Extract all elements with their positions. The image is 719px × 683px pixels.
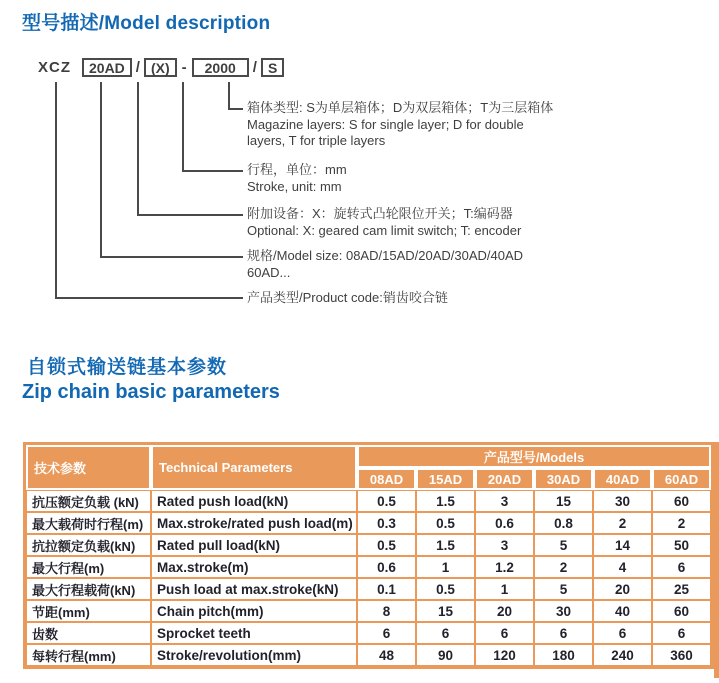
header-model-15ad: 15AD bbox=[416, 468, 475, 490]
cell-value: 15 bbox=[416, 600, 475, 622]
row-label-cn: 每转行程(mm) bbox=[26, 644, 151, 666]
cell-value: 6 bbox=[652, 556, 711, 578]
cell-value: 3 bbox=[475, 490, 534, 512]
cell-value: 30 bbox=[534, 600, 593, 622]
callout-line: Magazine layers: S for single layer; D for double bbox=[247, 116, 524, 132]
model-code-separator: / bbox=[252, 59, 257, 76]
cell-value: 240 bbox=[593, 644, 652, 666]
callout-model-size bbox=[247, 248, 523, 281]
cell-value: 1.5 bbox=[416, 534, 475, 556]
table-row bbox=[26, 556, 711, 578]
cell-value: 0.5 bbox=[416, 512, 475, 534]
cell-value: 2 bbox=[534, 556, 593, 578]
model-code-prefix: XCZ bbox=[38, 59, 71, 76]
cell-value: 30 bbox=[593, 490, 652, 512]
leader-line-stroke-h bbox=[182, 170, 243, 172]
table-row bbox=[26, 644, 711, 666]
leader-line-layers-h bbox=[228, 108, 243, 110]
row-label-en: Push load at max.stroke(kN) bbox=[151, 578, 357, 600]
header-model-60ad: 60AD bbox=[652, 468, 711, 490]
row-label-en: Max.stroke/rated push load(m) bbox=[151, 512, 357, 534]
callout-line: Stroke, unit: mm bbox=[247, 178, 342, 194]
model-code-separator: / bbox=[135, 59, 140, 76]
row-label-en: Max.stroke(m) bbox=[151, 556, 357, 578]
cell-value: 1.5 bbox=[416, 490, 475, 512]
table-row bbox=[26, 578, 711, 600]
cell-value: 6 bbox=[475, 622, 534, 644]
cell-value: 120 bbox=[475, 644, 534, 666]
cell-value: 6 bbox=[593, 622, 652, 644]
parameters-table bbox=[23, 442, 714, 669]
cell-value: 2 bbox=[652, 512, 711, 534]
leader-line-product-code bbox=[55, 82, 57, 298]
cell-value: 60 bbox=[652, 600, 711, 622]
header-param-en: Technical Parameters bbox=[151, 445, 357, 490]
callout-product-code bbox=[247, 290, 448, 307]
cell-value: 1.2 bbox=[475, 556, 534, 578]
row-label-cn: 抗拉额定负载(kN) bbox=[26, 534, 151, 556]
row-label-en: Rated push load(kN) bbox=[151, 490, 357, 512]
cell-value: 6 bbox=[357, 622, 416, 644]
model-code-separator: - bbox=[181, 59, 187, 76]
model-description-title: 型号描述/Model description bbox=[22, 13, 271, 34]
callout-optional-devices bbox=[247, 206, 521, 239]
callout-line: 规格/Model size: 08AD/15AD/20AD/30AD/40AD bbox=[247, 248, 524, 263]
cell-value: 0.3 bbox=[357, 512, 416, 534]
cell-value: 1 bbox=[475, 578, 534, 600]
cell-value: 15 bbox=[534, 490, 593, 512]
zip-chain-title-en: Zip chain basic parameters bbox=[22, 381, 280, 403]
row-label-cn: 最大载荷时行程(m) bbox=[26, 512, 151, 534]
row-label-en: Stroke/revolution(mm) bbox=[151, 644, 357, 666]
cell-value: 4 bbox=[593, 556, 652, 578]
cell-value: 0.5 bbox=[357, 534, 416, 556]
callout-line: 60AD... bbox=[247, 264, 291, 280]
cell-value: 0.1 bbox=[357, 578, 416, 600]
cell-value: 0.6 bbox=[475, 512, 534, 534]
cell-value: 48 bbox=[357, 644, 416, 666]
header-model-40ad: 40AD bbox=[593, 468, 652, 490]
callout-line: 箱体类型: S为单层箱体；D为双层箱体；T为三层箱体 bbox=[247, 100, 554, 115]
leader-line-layers bbox=[228, 82, 230, 108]
row-label-cn: 节距(mm) bbox=[26, 600, 151, 622]
header-model-30ad: 30AD bbox=[534, 468, 593, 490]
model-code-size-box: 20AD bbox=[82, 58, 132, 77]
row-label-en: Rated pull load(kN) bbox=[151, 534, 357, 556]
table-row bbox=[26, 600, 711, 622]
cell-value: 20 bbox=[475, 600, 534, 622]
table-row bbox=[26, 512, 711, 534]
cell-value: 14 bbox=[593, 534, 652, 556]
cell-value: 5 bbox=[534, 578, 593, 600]
row-label-cn: 齿数 bbox=[26, 622, 151, 644]
cell-value: 6 bbox=[534, 622, 593, 644]
table-row bbox=[26, 622, 711, 644]
cell-value: 5 bbox=[534, 534, 593, 556]
header-param-cn: 技术参数 bbox=[26, 445, 151, 490]
cell-value: 0.5 bbox=[416, 578, 475, 600]
cell-value: 6 bbox=[416, 622, 475, 644]
row-label-cn: 最大行程(m) bbox=[26, 556, 151, 578]
model-code-layer-box: S bbox=[261, 58, 284, 77]
leader-line-model-size bbox=[100, 82, 102, 256]
callout-line: layers, T for triple layers bbox=[247, 133, 386, 148]
cell-value: 0.5 bbox=[357, 490, 416, 512]
callout-line: 产品类型/Product code:销齿咬合链 bbox=[247, 290, 448, 305]
table-cropped-right-edge bbox=[714, 442, 719, 678]
cell-value: 1 bbox=[416, 556, 475, 578]
cell-value: 90 bbox=[416, 644, 475, 666]
cell-value: 0.6 bbox=[357, 556, 416, 578]
header-model-20ad: 20AD bbox=[475, 468, 534, 490]
cell-value: 180 bbox=[534, 644, 593, 666]
leader-line-product-code-h bbox=[55, 297, 243, 299]
row-label-cn: 最大行程载荷(kN) bbox=[26, 578, 151, 600]
callout-magazine-layers bbox=[247, 100, 553, 150]
zip-chain-title bbox=[22, 352, 280, 404]
cell-value: 2 bbox=[593, 512, 652, 534]
leader-line-optional bbox=[137, 82, 139, 214]
table-row bbox=[26, 490, 711, 512]
cell-value: 25 bbox=[652, 578, 711, 600]
leader-line-model-size-h bbox=[100, 256, 243, 258]
zip-chain-title-cn: 自锁式输送链基本参数 bbox=[27, 357, 228, 378]
callout-line: 行程，单位：mm bbox=[247, 162, 347, 177]
cell-value: 8 bbox=[357, 600, 416, 622]
cell-value: 40 bbox=[593, 600, 652, 622]
cell-value: 20 bbox=[593, 578, 652, 600]
header-model-08ad: 08AD bbox=[357, 468, 416, 490]
row-label-en: Chain pitch(mm) bbox=[151, 600, 357, 622]
cell-value: 0.8 bbox=[534, 512, 593, 534]
model-code-optional-box: (X) bbox=[144, 58, 177, 77]
callout-line: Optional: X: geared cam limit switch; T: encoder bbox=[247, 222, 522, 238]
leader-line-stroke bbox=[182, 82, 184, 170]
cell-value: 3 bbox=[475, 534, 534, 556]
cell-value: 60 bbox=[652, 490, 711, 512]
cell-value: 360 bbox=[652, 644, 711, 666]
header-models-label: 产品型号/Models bbox=[357, 445, 711, 468]
callout-stroke-unit bbox=[247, 162, 347, 195]
parameters-table-wrap bbox=[23, 442, 714, 669]
callout-line: 附加设备：X：旋转式凸轮限位开关；T:编码器 bbox=[247, 206, 513, 221]
table-row bbox=[26, 534, 711, 556]
row-label-en: Sprocket teeth bbox=[151, 622, 357, 644]
row-label-cn: 抗压额定负载 (kN) bbox=[26, 490, 151, 512]
cell-value: 6 bbox=[652, 622, 711, 644]
model-code bbox=[38, 58, 284, 77]
leader-line-optional-h bbox=[137, 214, 243, 216]
cell-value: 50 bbox=[652, 534, 711, 556]
model-code-stroke-box: 2000 bbox=[192, 58, 249, 77]
